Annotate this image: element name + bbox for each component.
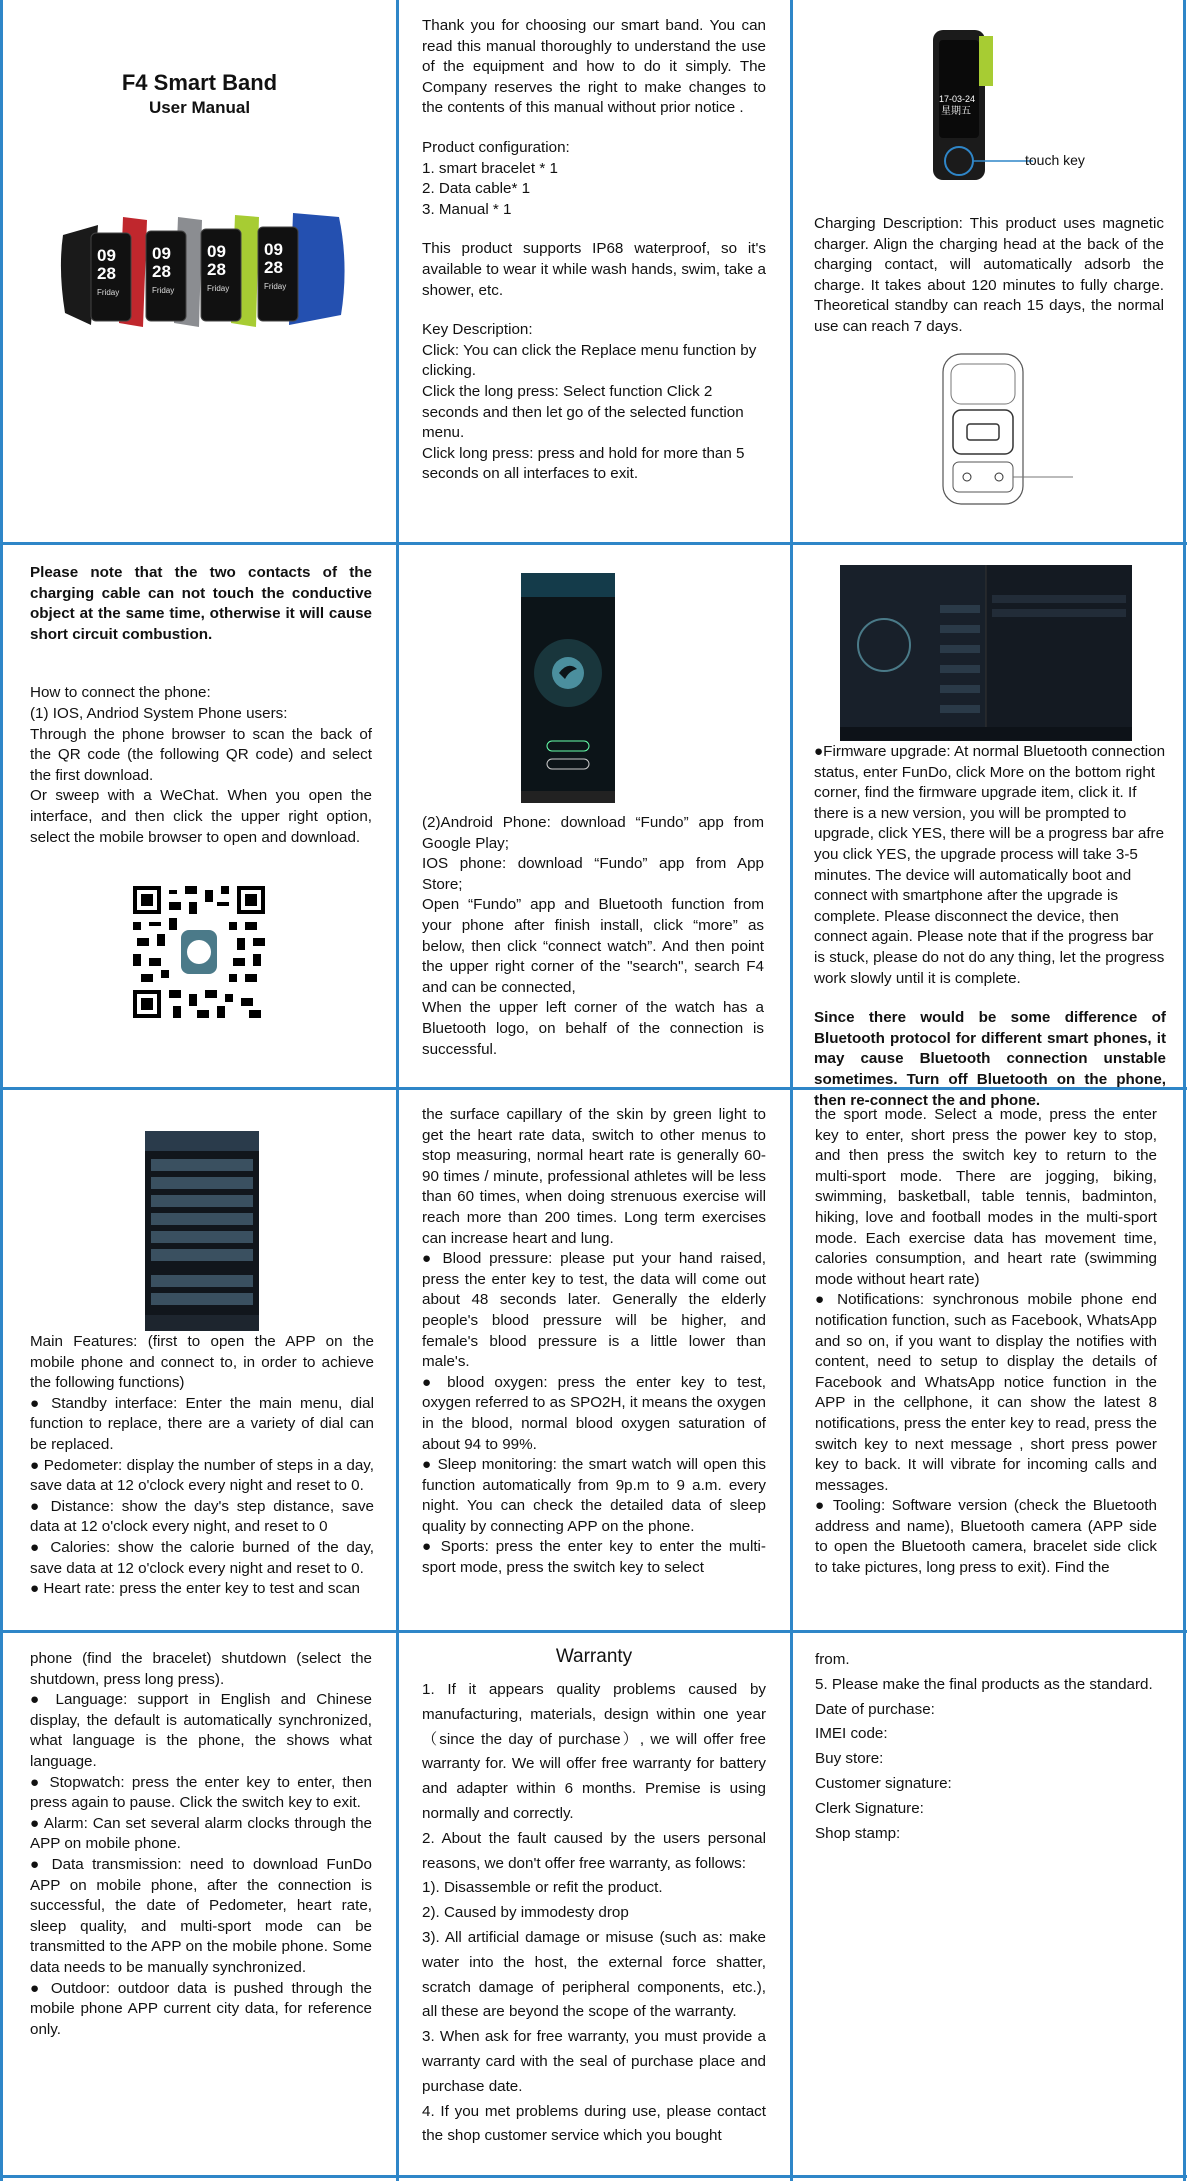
warranty-title: Warranty [555,1646,633,1667]
intro-text: Thank you for choosing our smart band. You can read this manual thoroughly to understand the use of the equipment and how to do it simply. The Company reserves the right to make changes to the contents of this manual without prior notice . [422,17,766,117]
firmware-panel [793,545,1183,1109]
config-title: Product configuration: [422,138,570,156]
features-panel-1 [3,1090,396,1630]
cover-panel [3,0,396,542]
warranty-clause: 1). Disassemble or refit the product. [422,1879,663,1897]
app-more-menu-screenshot [145,1131,259,1331]
android-panel [399,545,790,1087]
svg-text:09: 09 [264,240,283,259]
main-features-intro: Main Features: (first to open the APP on the mobile phone and connect to, in order to achieve the following functions) [30,1333,374,1392]
config-item: 3. Manual * 1 [422,200,512,218]
svg-text:09: 09 [207,242,226,261]
feature-item: ● Calories: show the calorie burned of the day, save data at 12 o'clock every night and reset to 0. [30,1538,374,1577]
customer-signature-field: Customer signature: [815,1774,952,1792]
feature-paragraph: ● Notifications: synchronous mobile phone end notification function, such as Facebook, WhatsApp and so on, if you want to display the notifies with content, need to setup to display the details of Facebook and WhatsApp notice function in the APP in the cellphone, it can show the latest 8 notifications, press the enter key to read, press the switch key to next message , short press power key to back. It will vibrate for incoming calls and messages. [815,1291,1157,1494]
watch-day: 星期五 [941,106,971,117]
feature-paragraph: ● Language: support in English and Chinese display, the default is automatically synchronized, what language is the phone, the shows what language. [30,1691,372,1770]
feature-paragraph: ● blood oxygen: press the enter key to test, oxygen referred to as SPO2H, it means the oxygen in the blood, normal blood oxygen saturation of about 94 to 99%. [422,1373,766,1453]
svg-text:28: 28 [207,260,226,279]
touch-key-label: touch key [1025,152,1085,168]
feature-item: ● Standby interface: Enter the main menu, dial function to replace, there are a variety of dial can be replaced. [30,1394,374,1453]
svg-text:Friday: Friday [97,288,120,297]
warranty-panel [422,1646,766,2149]
shop-stamp-field: Shop stamp: [815,1824,901,1842]
connect-instructions: Open “Fundo” app and Bluetooth function from your phone after finish install, click “more” as below, then click “connect watch”. And then point the upper right corner of the "search", search F4 and can be connected, [422,896,764,996]
clerk-signature-field: Clerk Signature: [815,1799,924,1817]
svg-text:Friday: Friday [264,282,287,291]
watch-time: 09 28 [866,46,892,93]
ios-download: IOS phone: download “Fundo” app from App Store; [422,855,764,893]
android-download: (2)Android Phone: download “Fundo” app from Google Play; [422,814,764,852]
svg-text:09: 09 [152,244,171,263]
warranty-clause: 2). Caused by immodesty drop [422,1904,629,1922]
intro-panel [422,16,766,485]
purchase-record-panel [815,1648,1165,1846]
key-line: Click: You can click the Replace menu function by clicking. [422,341,757,380]
column-divider [396,0,399,2181]
feature-paragraph: ● Outdoor: outdoor data is pushed through the mobile phone APP current city data, for reference only. [30,1979,372,2038]
key-line: Click long press: press and hold for more than 5 seconds on all interfaces to exit. [422,444,745,483]
column-divider [1183,0,1186,2181]
feature-paragraph: ● Sports: press the enter key to enter the multi-sport mode, press the switch key to select [422,1538,766,1577]
svg-text:09: 09 [97,246,116,265]
date-of-purchase-field: Date of purchase: [815,1700,935,1718]
firmware-upgrade-text: ●Firmware upgrade: At normal Bluetooth connection status, enter FunDo, click More on the bottom right corner, find the firmware upgrade item, click it. If there is a new version, you will be prompted to upgrade, click YES, there will be a progress bar afre you click YES, the upgrade process will take 3-5 minutes. The device will automatically boot and connect with smartphone after the upgrade is complete. Please disconnect the device, then connect again. Please note that if the progress bar is stuck, please do not do any thing, let the progress work slowly until it is complete. [814,743,1166,987]
charging-panel [793,0,1183,542]
download-qr-code [133,886,265,1018]
warranty-clause: 4. If you met problems during use, please contact the shop customer service which you bought [422,2102,766,2145]
manual-title: F4 Smart Band [121,70,278,95]
svg-text:28: 28 [152,262,171,281]
fundo-app-screenshot [521,573,615,803]
features-panel-2 [422,1105,766,1579]
connect-step: Through the phone browser to scan the back of the QR code (the following QR code) and select the first download. [30,725,372,784]
svg-text:Friday: Friday [152,286,175,295]
connect-step: Or sweep with a WeChat. When you open the interface, and then click the upper right option, select the mobile browser to open and download. [30,787,372,846]
standard-note: 5. Please make the final products as the standard. [815,1675,1153,1693]
warranty-clause: 3). All artificial damage or misuse (such as: make water into the host, the external force shatter, scratch damage of peripheral components, etc.), all these are beyond the scope of the warranty. [422,1928,766,2021]
warranty-clause: 2. About the fault caused by the users personal reasons, we don't offer free warranty, as follows: [422,1829,766,1872]
feature-paragraph: ● Alarm: Can set several alarm clocks through the APP on mobile phone. [30,1814,372,1853]
row-divider [0,1630,1187,1633]
charger-diagram [923,352,1073,512]
features-panel-4 [30,1649,372,2040]
buy-store-field: Buy store: [815,1750,884,1768]
watch-date: 17-03-24 [939,94,976,104]
connect-step: (1) IOS, Andriod System Phone users: [30,704,288,722]
feature-paragraph: ● Data transmission: need to download FunDo APP on mobile phone, after the connection is successful, the date of Pedometer, heart rate, sleep quality, and multi-sport mode can be transmitted to the APP on the mobile phone. Some data needs to be manually synchronized. [30,1855,372,1976]
continued-text: from. [815,1651,850,1668]
feature-paragraph: ● Sleep monitoring: the smart watch will open this function automatically from 9p.m to 9 a.m. every night. You can check the detailed data of sleep quality by connecting APP on the phone. [422,1456,766,1535]
feature-item: ● Pedometer: display the number of steps in a day, save data at 12 o'clock every night and reset to 0. [30,1456,374,1495]
bluetooth-note: Since there would be some difference of Bluetooth protocol for different smart phones, it may cause Bluetooth connection unstable sometimes. Turn off Bluetooth on the phone, then re-connect the and phone. [814,1009,1166,1109]
manual-subtitle: User Manual [148,98,251,117]
imei-code-field: IMEI code: [815,1725,888,1743]
key-line: Click the long press: Select function Click 2 seconds and then let go of the selected function menu. [422,382,744,442]
config-item: 1. smart bracelet * 1 [422,159,558,177]
feature-paragraph: ● Tooling: Software version (check the Bluetooth address and name), Bluetooth camera (APP side to open the Bluetooth camera, bracelet side click to take pictures, long press to exit). Find the [815,1497,1157,1577]
charging-description: Charging Description: This product uses magnetic charger. Align the charging head at the back of the charging contact, will automatically adsorb the charge. It takes about 120 minutes to fully charge. Theoretical standby can reach 15 days, the normal use can reach 7 days. [814,215,1164,335]
connect-title: How to connect the phone: [30,684,211,702]
feature-paragraph: the surface capillary of the skin by green light to get the heart rate data, switch to other menus to stop measuring, normal heart rate is generally 60-90 times / minute, professional athletes will be less than 60 times, when doing strenuous exercise will reach more than 200 times. Long term exercises can increase heart and lung. [422,1106,766,1247]
svg-text:28: 28 [264,258,283,277]
feature-paragraph: ● Stopwatch: press the enter key to enter, then press again to pause. Click the switch key to exit. [30,1773,372,1812]
feature-paragraph: ● Blood pressure: please put your hand raised, press the enter key to test, the data will come out about 48 seconds later. Generally the elderly people's blood pressure will be higher, and female's blood pressure is a little lower than male's. [422,1250,766,1371]
feature-paragraph: phone (find the bracelet) shutdown (select the shutdown, press long press). [30,1650,372,1688]
warranty-clause: 1. If it appears quality problems caused by manufacturing, materials, design within one year（since the day of purchase）, we will offer free warranty for. We will offer free warranty for battery and adapter within 6 months. Premise is using normally and correctly. [422,1681,766,1822]
charging-warning: Please note that the two contacts of the charging cable can not touch the conductive object at the same time, otherwise it will cause short circuit combustion. [30,564,372,643]
waterproof-text: This product supports IP68 waterproof, so it's available to wear it while wash hands, swim, take a shower, etc. [422,240,766,299]
row-divider [0,2175,1187,2178]
fundo-settings-screenshot [840,565,1132,741]
connect-panel [30,563,372,848]
features-panel-3 [815,1105,1157,1579]
feature-paragraph: the sport mode. Select a mode, press the enter key to enter, short press the power key to stop, and then press the switch key to return to the multi-sport mode. There are jogging, biking, swimming, basketball, table tennis, badminton, hiking, love and football modes in the multi-sport mode. Each exercise data has movement time, calories consumption, and heart rate (swimming mode without heart rate) [815,1106,1157,1288]
svg-text:28: 28 [97,264,116,283]
feature-item: ● Heart rate: press the enter key to test and scan [30,1580,360,1598]
connection-success: When the upper left corner of the watch has a Bluetooth logo, on behalf of the connection is successful. [422,999,764,1058]
smart-band-product-image [53,195,353,345]
config-item: 2. Data cable* 1 [422,180,531,198]
warranty-clause: 3. When ask for free warranty, you must provide a warranty card with the seal of purchase place and purchase date. [422,2028,766,2095]
svg-text:Friday: Friday [207,284,230,293]
feature-item: ● Distance: show the day's step distance, save data at 12 o'clock every night, and reset to 0 [30,1497,374,1536]
key-title: Key Description: [422,321,533,339]
